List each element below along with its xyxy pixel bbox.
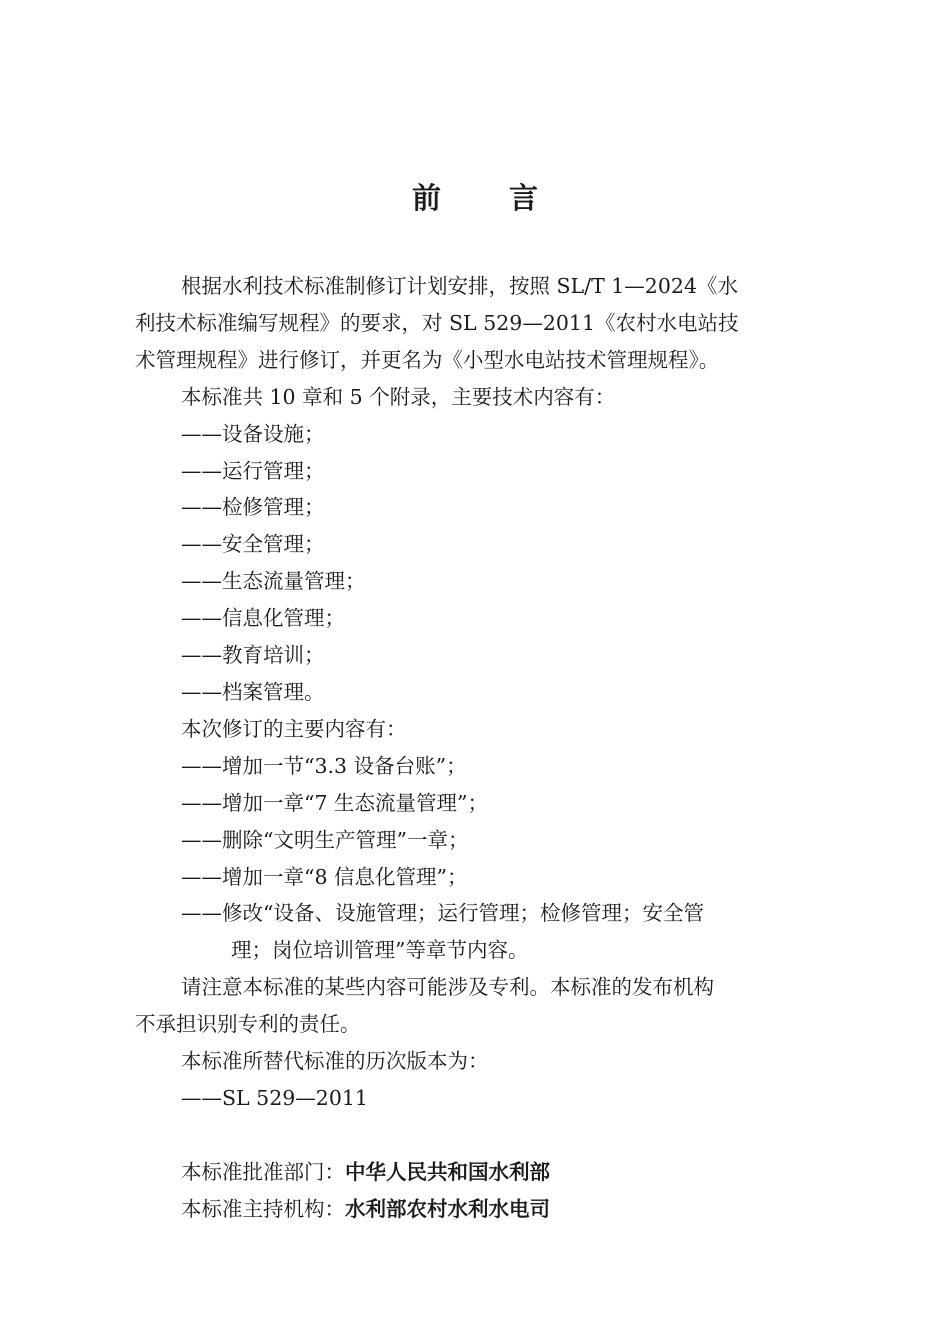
contents-item: ——档案管理。 [181,679,325,704]
revision-item-last-line-1: ——修改“设备、设施管理；运行管理；检修管理；安全管 [181,901,704,926]
approval-value: 中华人民共和国水利部 [345,1159,550,1184]
contents-item: ——信息化管理； [181,606,345,631]
page-title [0,176,950,217]
intro-line-3: 术管理规程》进行修订，并更名为《小型水电站技术管理规程》。 [135,347,720,372]
host-label: 本标准主持机构： [181,1196,345,1221]
contents-item: ——安全管理； [181,532,325,557]
intro-line-2: 利技术标准编写规程》的要求，对 SL 529—2011《农村水电站技 [135,310,739,335]
contents-item: ——运行管理； [181,458,325,483]
document-body [135,268,820,1228]
intro-line-1: 根据水利技术标准制修订计划安排，按照 SL/T 1—2024《水 [181,274,738,298]
revision-item: ——删除“文明生产管理”一章； [181,827,469,852]
history-item: ——SL 529—2011 [181,1085,368,1110]
revision-lead: 本次修订的主要内容有： [181,716,407,741]
revision-item: ——增加一章“7 生态流量管理”； [181,790,489,815]
host-line [135,1191,820,1228]
approval-line [135,1154,820,1191]
patent-line-2: 不承担识别专利的责任。 [135,1012,361,1037]
history-lead: 本标准所替代标准的历次版本为： [181,1049,489,1074]
host-value: 水利部农村水利水电司 [345,1196,550,1221]
title-char-1: 前 [411,181,441,215]
contents-item: ——教育培训； [181,643,325,668]
title-char-2: 言 [509,181,539,215]
revision-item: ——增加一章“8 信息化管理”； [181,864,468,889]
contents-item: ——检修管理； [181,495,325,520]
contents-lead: 本标准共 10 章和 5 个附录，主要技术内容有： [181,384,616,409]
contents-item: ——设备设施； [181,421,325,446]
contents-item: ——生态流量管理； [181,569,366,594]
approval-label: 本标准批准部门： [181,1159,345,1184]
patent-line-1: 请注意本标准的某些内容可能涉及专利。本标准的发布机构 [181,975,714,1000]
revision-item-last-line-2: 理；岗位培训管理”等章节内容。 [231,938,529,963]
revision-item: ——增加一节“3.3 设备台账”； [181,753,467,778]
section-spacer [135,1117,820,1154]
